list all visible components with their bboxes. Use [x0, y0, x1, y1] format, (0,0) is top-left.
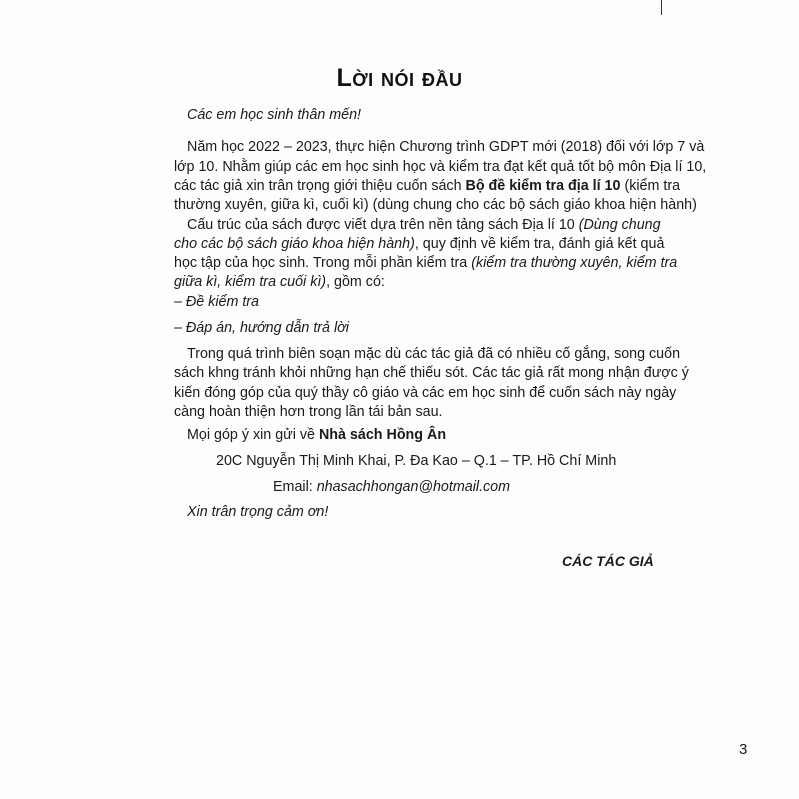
para1-line4: thường xuyên, giữa kì, cuối kì) (dùng chung cho các bộ sách giáo khoa hiện hành)	[174, 197, 697, 213]
para2-line3	[174, 254, 677, 273]
page-title: Lời nói đầu	[336, 64, 463, 92]
contact-email	[273, 478, 510, 497]
para3-line4: càng hoàn thiện hơn trong lần tái bản sau.	[174, 404, 443, 420]
para2-line2	[174, 235, 664, 254]
para2-line1-pre: Cấu trúc của sách được viết dựa trên nền tảng sách Địa lí 10	[187, 217, 579, 233]
signoff: CÁC TÁC GIẢ	[562, 553, 654, 569]
para2-line2-italic: cho các bộ sách giáo khoa hiện hành)	[174, 236, 415, 252]
email-label: Email:	[273, 479, 317, 495]
para3-line2: sách khng tránh khỏi những hạn chế thiếu sót. Các tác giả rất mong nhận được ý	[174, 365, 689, 381]
para1-line2: lớp 10. Nhằm giúp các em học sinh học và kiểm tra đạt kết quả tốt bộ môn Địa lí 10,	[174, 159, 707, 175]
list-item-2: – Đáp án, hướng dẫn trả lời	[174, 320, 349, 336]
para1-line1: Năm học 2022 – 2023, thực hiện Chương trình GDPT mới (2018) đối với lớp 7 và	[187, 139, 705, 155]
contact-intro	[187, 426, 446, 445]
para2-line3-pre: học tập của học sinh. Trong mỗi phần kiểm tra	[174, 255, 472, 271]
para3-line1: Trong quá trình biên soạn mặc dù các tác giả đã có nhiều cố gắng, song cuốn	[187, 346, 681, 362]
para2-line4	[174, 273, 385, 292]
list-item-1: – Đề kiểm tra	[174, 294, 260, 310]
para2-line2-post: , quy định về kiểm tra, đánh giá kết quả	[414, 236, 665, 252]
para1-line3-pre: các tác giả xin trân trọng giới thiệu cuốn sách	[174, 178, 466, 194]
greeting: Các em học sinh thân mến!	[187, 107, 362, 123]
para3-line3: kiến đóng góp của quý thầy cô giáo và các em học sinh để cuốn sách này ngày	[174, 385, 677, 401]
contact-intro-text: Mọi góp ý xin gửi về	[187, 427, 319, 443]
page-number: 3	[739, 741, 748, 758]
para2-line1-italic: (Dùng chung	[578, 217, 661, 233]
book-title: Bộ đề kiểm tra địa lí 10	[465, 178, 621, 194]
para2-line1	[187, 216, 661, 235]
para2-line4-post: , gồm có:	[326, 274, 385, 290]
para1-line3	[174, 177, 680, 196]
para1-line3-post: (kiểm tra	[620, 178, 681, 194]
closing: Xin trân trọng cảm ơn!	[187, 504, 329, 520]
para2-line4-italic: giữa kì, kiểm tra cuối kì)	[174, 274, 327, 290]
para2-line3-italic: (kiểm tra thường xuyên, kiểm tra	[471, 255, 678, 271]
page-edge-rule	[661, 0, 662, 15]
email-address: nhasachhongan@hotmail.com	[316, 479, 511, 495]
contact-address: 20C Nguyễn Thị Minh Khai, P. Đa Kao – Q.1 – TP. Hồ Chí Minh	[216, 453, 617, 469]
publisher-name: Nhà sách Hồng Ân	[318, 427, 447, 443]
